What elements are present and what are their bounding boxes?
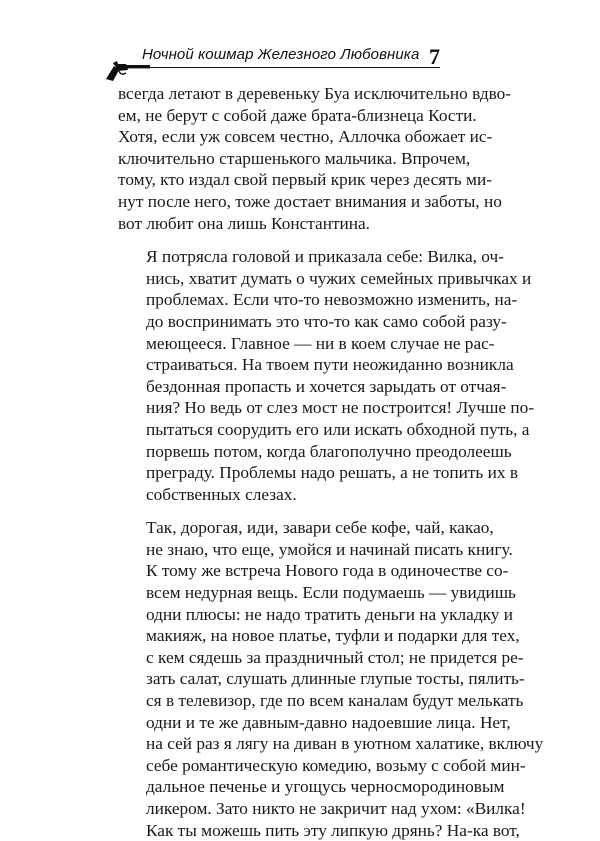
text-line: не знаю, что еще, умойся и начинай писать книгу. — [146, 539, 513, 559]
text-line: себе романтическую комедию, возьму с собой мин- — [146, 755, 526, 775]
text-line: макияж, на новое платье, туфли и подарки для тех, — [146, 626, 520, 646]
running-header — [104, 44, 464, 84]
text-line: преграду. Проблемы надо решать, а не топить их в — [146, 463, 518, 483]
text-line: пытаться соорудить его или искать обходной путь, а — [146, 419, 530, 439]
text-line: дальное печенье и угощусь черносмородиновым — [146, 777, 505, 797]
text-line: с кем сядешь за праздничный стол; не придется ре- — [146, 647, 524, 667]
header-rule — [142, 67, 440, 68]
text-line: до воспринимать это что-то как само собой разу- — [146, 311, 507, 331]
text-line: на сей раз я лягу на диван в уютном халатике, включу — [146, 734, 544, 754]
text-line: вот любит она лишь Константина. — [118, 213, 370, 233]
text-line: собственных слезах. — [146, 484, 297, 504]
paragraph — [118, 83, 512, 234]
text-line: одни плюсы: не надо тратить деньги на укладку и — [146, 604, 513, 624]
text-line: К тому же встреча Нового года в одиночестве со- — [146, 561, 509, 581]
revolver-icon — [104, 60, 150, 82]
text-line: одни и те же давным-давно надоевшие лица. Нет, — [146, 712, 511, 732]
text-line: всегда летают в деревеньку Буа исключительно вдво- — [118, 84, 512, 103]
body-text — [118, 83, 544, 841]
text-line: нись, хватит думать о чужих семейных привычках и — [146, 268, 532, 288]
text-line: ем, не берут с собой даже брата-близнеца Кости. — [118, 105, 477, 125]
text-line: зать салат, слушать длинные глупые тосты, пялить- — [146, 669, 525, 689]
text-line: нут после него, тоже достает внимания и заботы, но — [118, 191, 502, 211]
text-line: проблемах. Если что-то невозможно изменить, на- — [146, 290, 518, 310]
text-line: тому, кто издал свой первый крик через десять ми- — [118, 170, 492, 190]
text-line: Я потрясла головой и приказала себе: Вилка, оч- — [146, 247, 504, 267]
text-line: всем недурная вещь. Если подумаешь — увидишь — [146, 583, 516, 603]
text-line: ключительно старшенького мальчика. Впрочем, — [118, 148, 471, 168]
text-line: порвешь потом, когда благополучно преодолеешь — [146, 441, 512, 461]
paragraph — [118, 517, 544, 841]
text-line: Так, дорогая, иди, завари себе кофе, чай, какао, — [146, 518, 494, 538]
text-line: ся в телевизор, где по всем каналам будут мелькать — [146, 691, 524, 711]
text-line: Как ты можешь пить эту липкую дрянь? На-ка вот, — [146, 820, 520, 840]
paragraph — [118, 246, 535, 505]
page-number: 7 — [429, 44, 440, 69]
text-line: Хотя, если уж совсем честно, Аллочка обожает ис- — [118, 127, 493, 147]
text-line: ликером. Зато никто не закричит над ухом: «Вилка! — [146, 799, 526, 818]
text-line: ния? Но ведь от слез мост не построится! Лучше по- — [146, 398, 535, 418]
text-line: меющееся. Главное — ни в коем случае не рас- — [146, 333, 495, 353]
text-line: страиваться. На твоем пути неожиданно возникла — [146, 355, 514, 375]
running-title: Ночной кошмар Железного Любовника — [142, 46, 420, 63]
text-line: бездонная пропасть и хочется зарыдать от отчая- — [146, 376, 507, 396]
